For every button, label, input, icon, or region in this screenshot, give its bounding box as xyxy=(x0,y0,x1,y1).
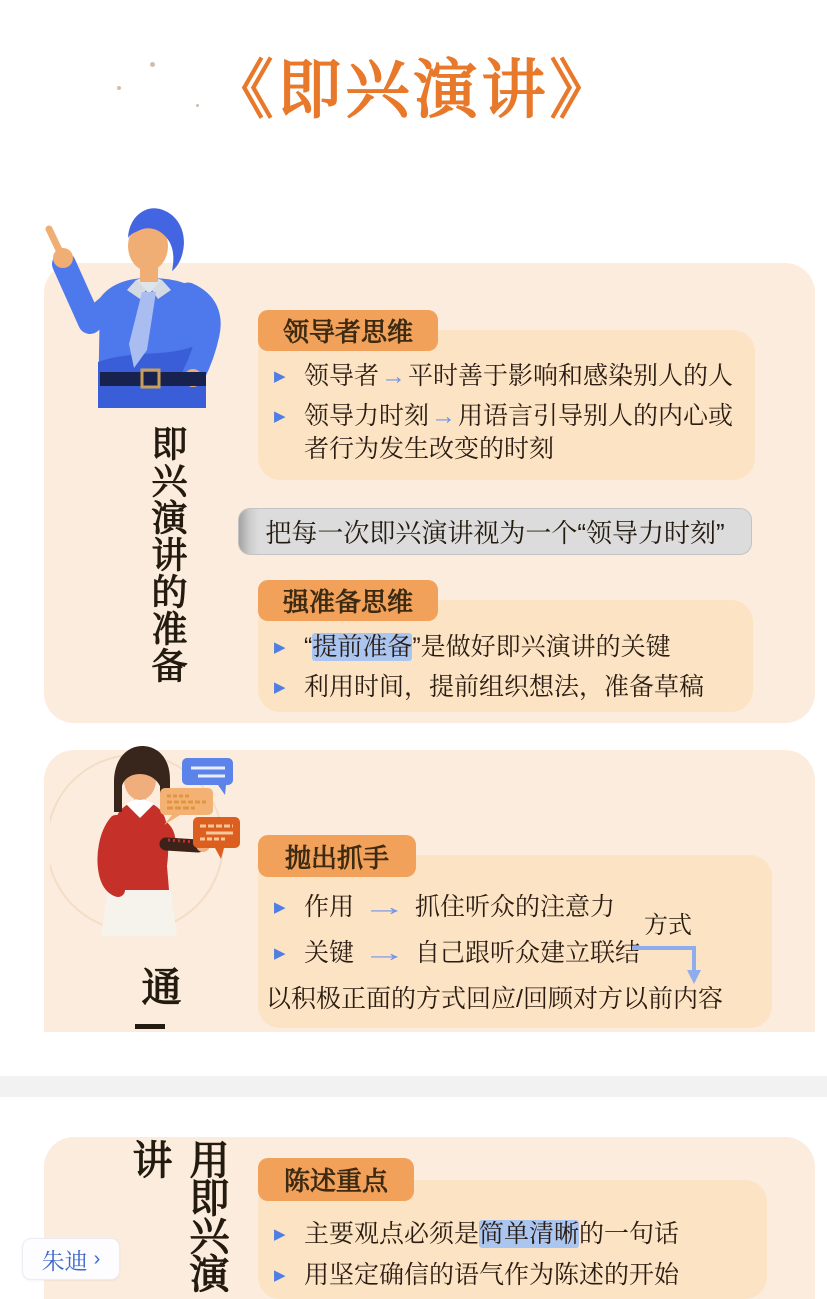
vertical-label-use-speech: 用即兴演讲 xyxy=(127,1139,228,1291)
bullet-triangle-icon: ▶ xyxy=(274,1267,286,1284)
bullet-desc: 是做好即兴演讲的关键 xyxy=(420,633,671,661)
quote-mark: ” xyxy=(412,633,421,661)
bullet-text xyxy=(304,400,743,466)
card-leader-mindset xyxy=(258,330,755,480)
heading-badge-strong-prep: 强准备思维 xyxy=(258,580,438,621)
bullet-item xyxy=(272,1259,759,1292)
bullet-term: 作用 xyxy=(304,893,355,921)
bullet-triangle-icon: ▶ xyxy=(274,679,286,696)
arrow-right-icon: → xyxy=(362,939,408,967)
heading-badge-statement: 陈述重点 xyxy=(258,1158,414,1201)
bullet-text xyxy=(304,631,743,664)
bullet-term: 领导力时刻 xyxy=(304,402,430,430)
page-separator xyxy=(0,1076,827,1097)
bullet-triangle-icon: ▶ xyxy=(274,945,286,962)
panel-statement xyxy=(41,1137,815,1299)
highlighted-text: 提前准备 xyxy=(312,633,413,661)
bullet-pre: 主要观点必须是 xyxy=(304,1220,480,1248)
bullet-triangle-icon: ▶ xyxy=(274,899,286,916)
bullet-triangle-icon: ▶ xyxy=(274,368,286,385)
bullet-item xyxy=(272,671,743,704)
vertical-label-preparation: 即兴演讲的准备 xyxy=(147,425,188,684)
bullet-term: 关键 xyxy=(304,939,355,967)
elbow-arrow-icon xyxy=(628,942,710,988)
arrow-right-icon: → xyxy=(362,893,408,921)
chevron-right-icon: › xyxy=(93,1247,101,1270)
bullet-desc: 自己跟听众建立联结 xyxy=(415,939,641,967)
vertical-label-char: 通 xyxy=(136,966,180,1006)
speech-bubble-dark-orange-icon xyxy=(193,817,240,859)
bullet-text: 利用时间，提前组织想法，准备草稿 xyxy=(304,673,705,701)
note-line: 以积极正面的方式回应/回顾对方以前内容 xyxy=(266,985,723,1013)
bullet-triangle-icon: ▶ xyxy=(274,1226,286,1243)
bullet-desc: 抓住听众的注意力 xyxy=(415,893,616,921)
bullet-term: 领导者 xyxy=(304,362,380,390)
arrow-right-icon: → xyxy=(381,362,407,390)
bullet-triangle-icon: ▶ xyxy=(274,639,286,656)
quote-mark: “ xyxy=(304,633,313,661)
author-badge[interactable] xyxy=(22,1238,120,1280)
bullet-item xyxy=(272,360,743,393)
annotation-label: 方式 xyxy=(644,912,692,939)
woman-illustration xyxy=(50,738,265,936)
bullet-item xyxy=(272,400,743,466)
cut-off-character-sliver xyxy=(135,1024,165,1029)
bullet-item xyxy=(272,1218,759,1251)
bullet-item xyxy=(272,631,743,664)
heading-badge-leader-mindset: 领导者思维 xyxy=(258,310,438,351)
bullet-text xyxy=(304,1218,759,1251)
highlighted-text: 简单清晰 xyxy=(479,1220,580,1248)
man-illustration xyxy=(36,202,254,408)
bullet-desc: 平时善于影响和感染别人的人 xyxy=(408,362,734,390)
bullet-text: 用坚定确信的语气作为陈述的开始 xyxy=(304,1261,680,1289)
heading-badge-hook: 抛出抓手 xyxy=(258,835,416,877)
bullet-triangle-icon: ▶ xyxy=(274,408,286,425)
vertical-label-tong xyxy=(130,966,187,1006)
annotation-method xyxy=(628,905,714,993)
bullet-desc: 用语言引导别人的内心或者行为发生改变的时刻 xyxy=(304,402,734,463)
author-name: 朱迪 xyxy=(41,1247,88,1274)
bullet-text xyxy=(304,360,743,393)
bullet-desc: 的一句话 xyxy=(579,1220,680,1248)
page-title: 《即兴演讲》 xyxy=(209,54,618,126)
arrow-right-icon: → xyxy=(431,402,457,430)
callout-leadership-moment: 把每一次即兴演讲视为一个“领导力时刻” xyxy=(238,508,752,555)
